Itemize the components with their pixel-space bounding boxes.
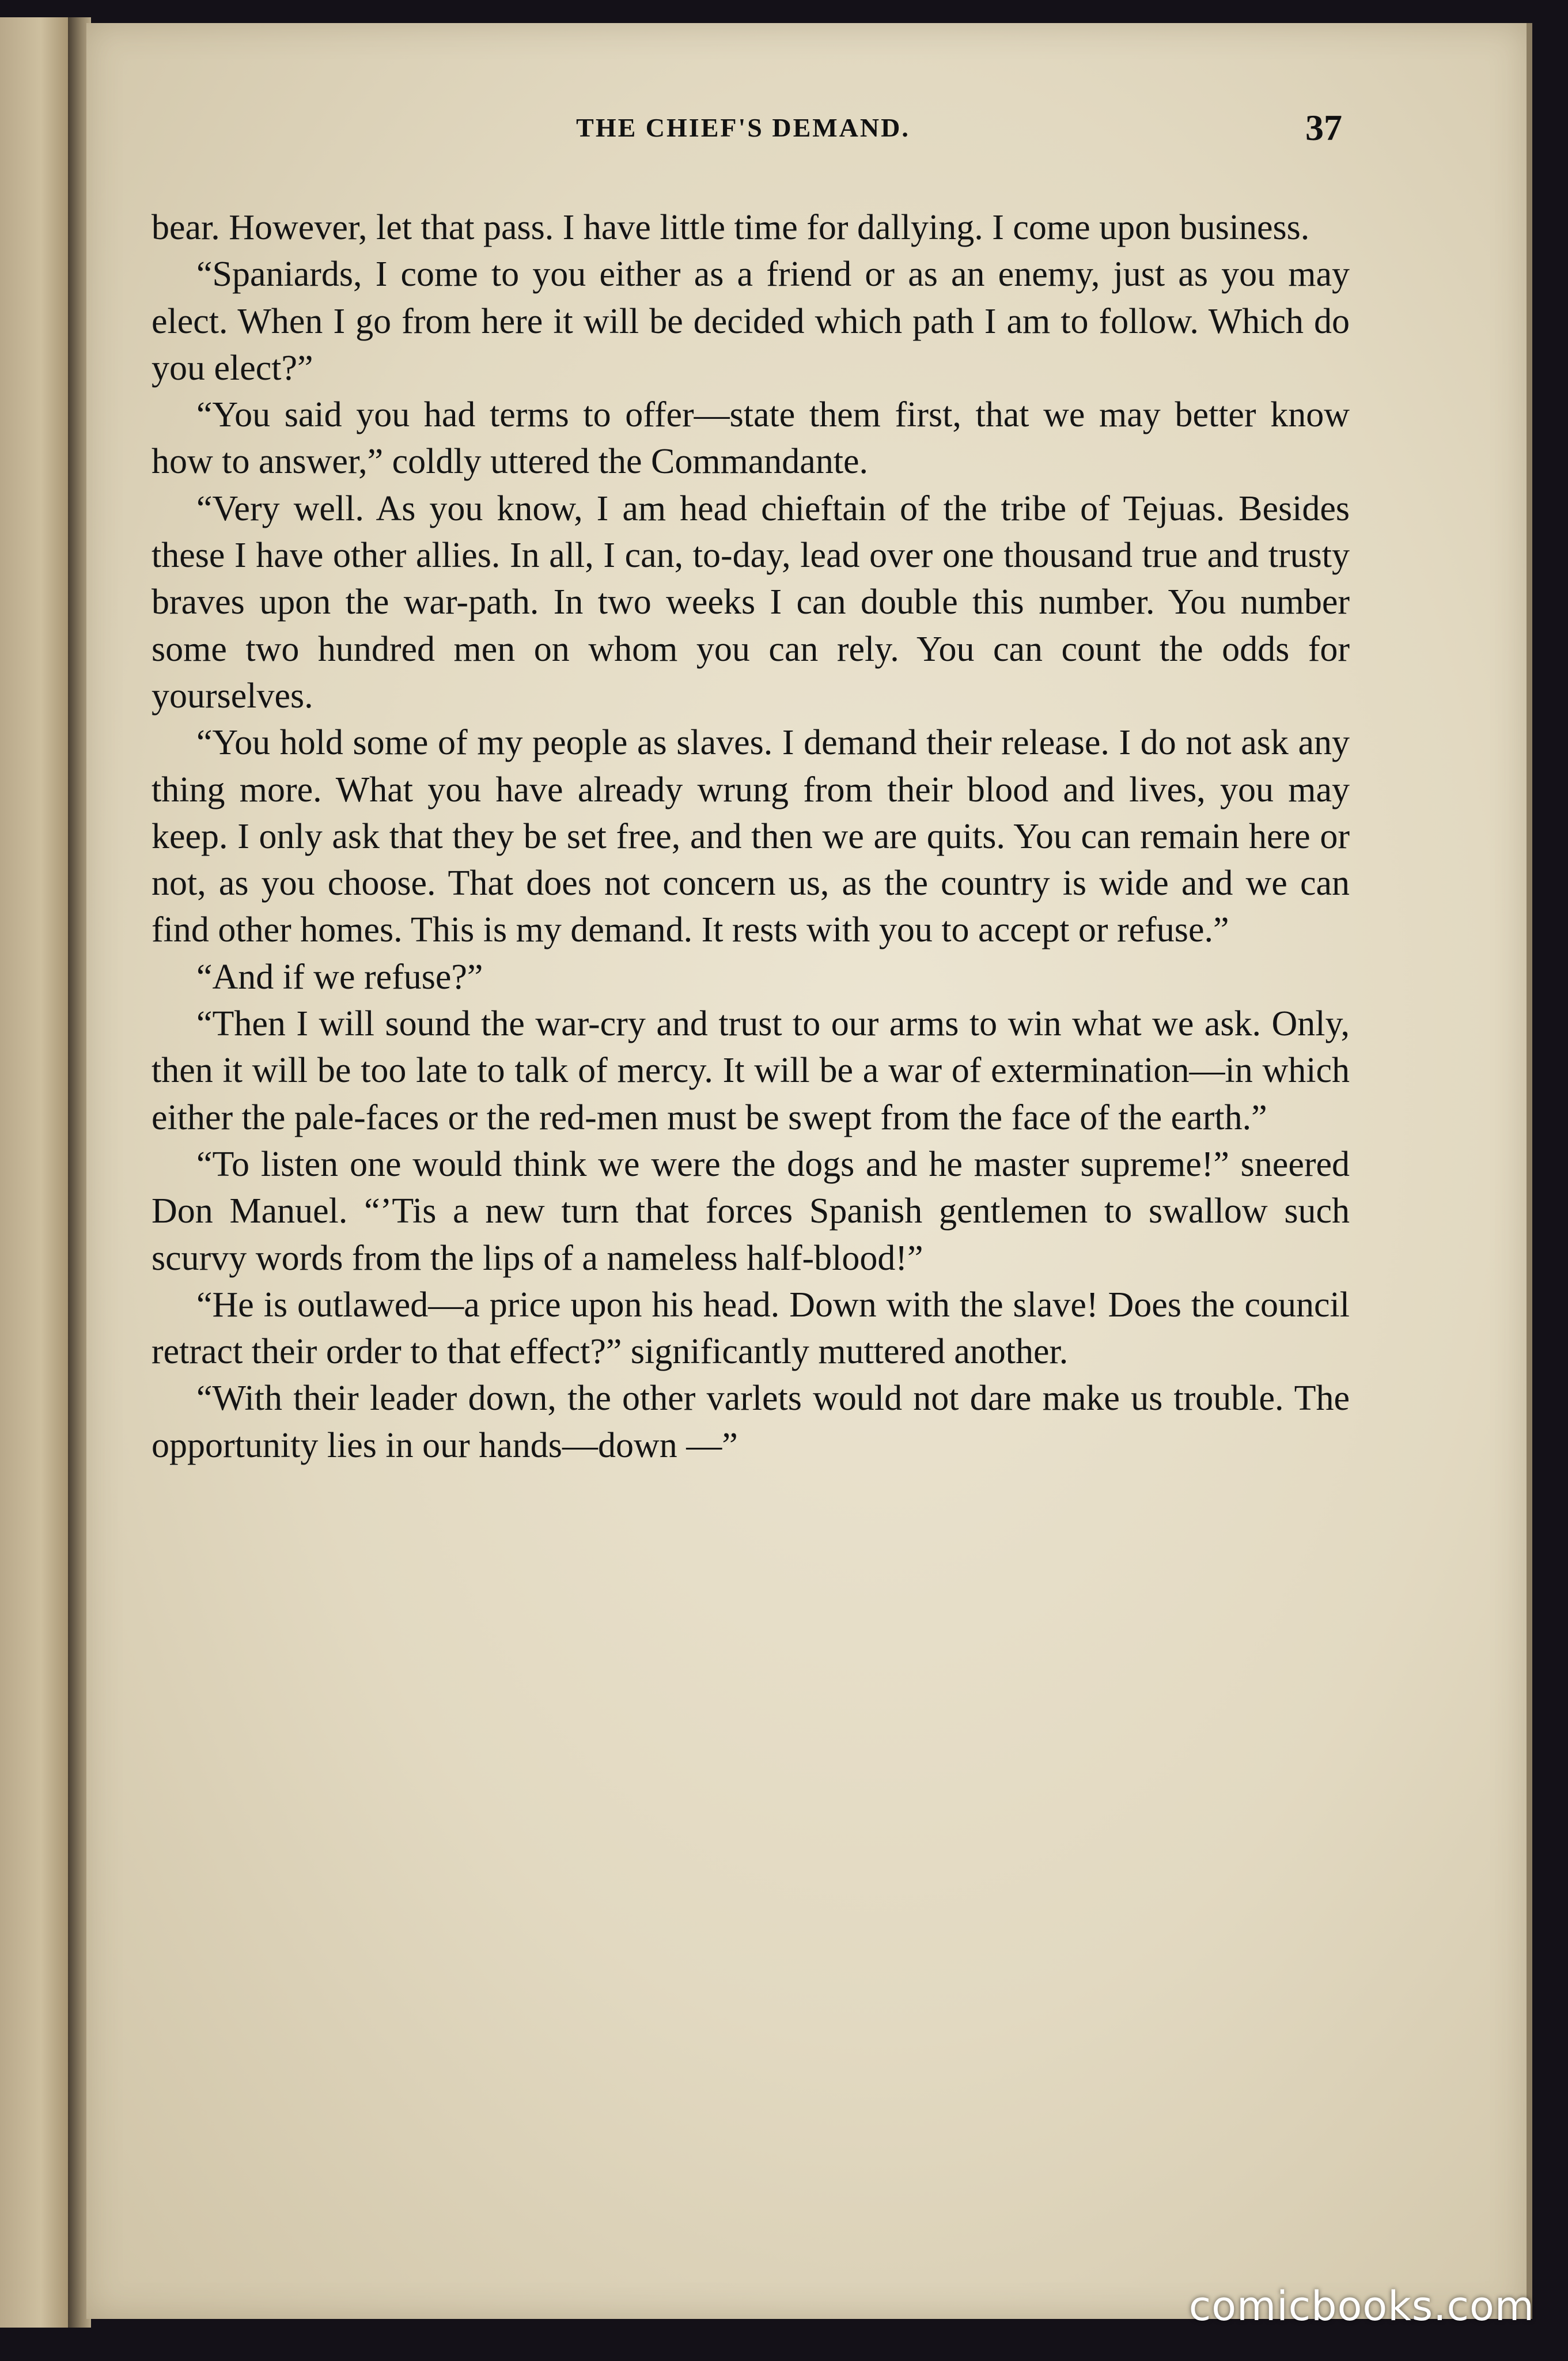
paragraph: “Then I will sound the war-cry and trust to our arms to win what we ask. Only, then it will be too late to talk of mercy. It will be a war of extermination—in which either the pale-faces or the red-men must be swept from the face of the earth.” [152,1004,1350,1137]
paragraph: “You said you had terms to offer—state them first, that we may better know how to answer,” coldly uttered the Commandante. [152,395,1350,482]
facing-page-edge [0,17,71,2328]
running-head: THE CHIEF'S DEMAND. [576,113,910,142]
paragraph: “Very well. As you know, I am head chieftain of the tribe of Tejuas. Besides these I have other allies. In all, I can, to-day, lead over one thousand true and trusty braves upon the war-path. In two weeks I can double this number. You number some two hundred men on whom you can rely. You can count the odds for yourselves. [152,489,1350,716]
paragraph: “You hold some of my people as slaves. I demand their release. I do not ask any thing more. What you have already wrung from their blood and lives, you may keep. I only ask that they be set free, and then we are quits. You can remain here or not, as you choose. That does not concern us, as the country is wide and we can find other homes. This is my demand. It rests with you to accept or refuse.” [152,723,1350,950]
body-text [152,205,1350,1469]
paragraph: “He is outlawed—a price upon his head. Down with the slave! Does the council retract their order to that effect?” significantly muttered another. [152,1285,1350,1372]
paragraph: bear. However, let that pass. I have little time for dallying. I come upon business. [152,208,1310,247]
site-watermark: comicbooks.com [1188,2283,1535,2330]
paragraph: “With their leader down, the other varlets would not dare make us trouble. The opportunity lies in our hands—down —” [152,1379,1350,1465]
page-number: 37 [1305,107,1342,148]
paragraph: “And if we refuse?” [196,957,483,997]
page-header [144,107,1342,158]
paragraph: “Spaniards, I come to you either as a friend or as an enemy, just as you may elect. When I go from here it will be decided which path I am to follow. Which do you elect?” [152,255,1350,388]
paragraph: “To listen one would think we were the dogs and he master supreme!” sneered Don Manuel. “’Tis a new turn that forces Spanish gentlemen to swallow such scurvy words from the lips of a nameless half-blood!” [152,1144,1350,1278]
